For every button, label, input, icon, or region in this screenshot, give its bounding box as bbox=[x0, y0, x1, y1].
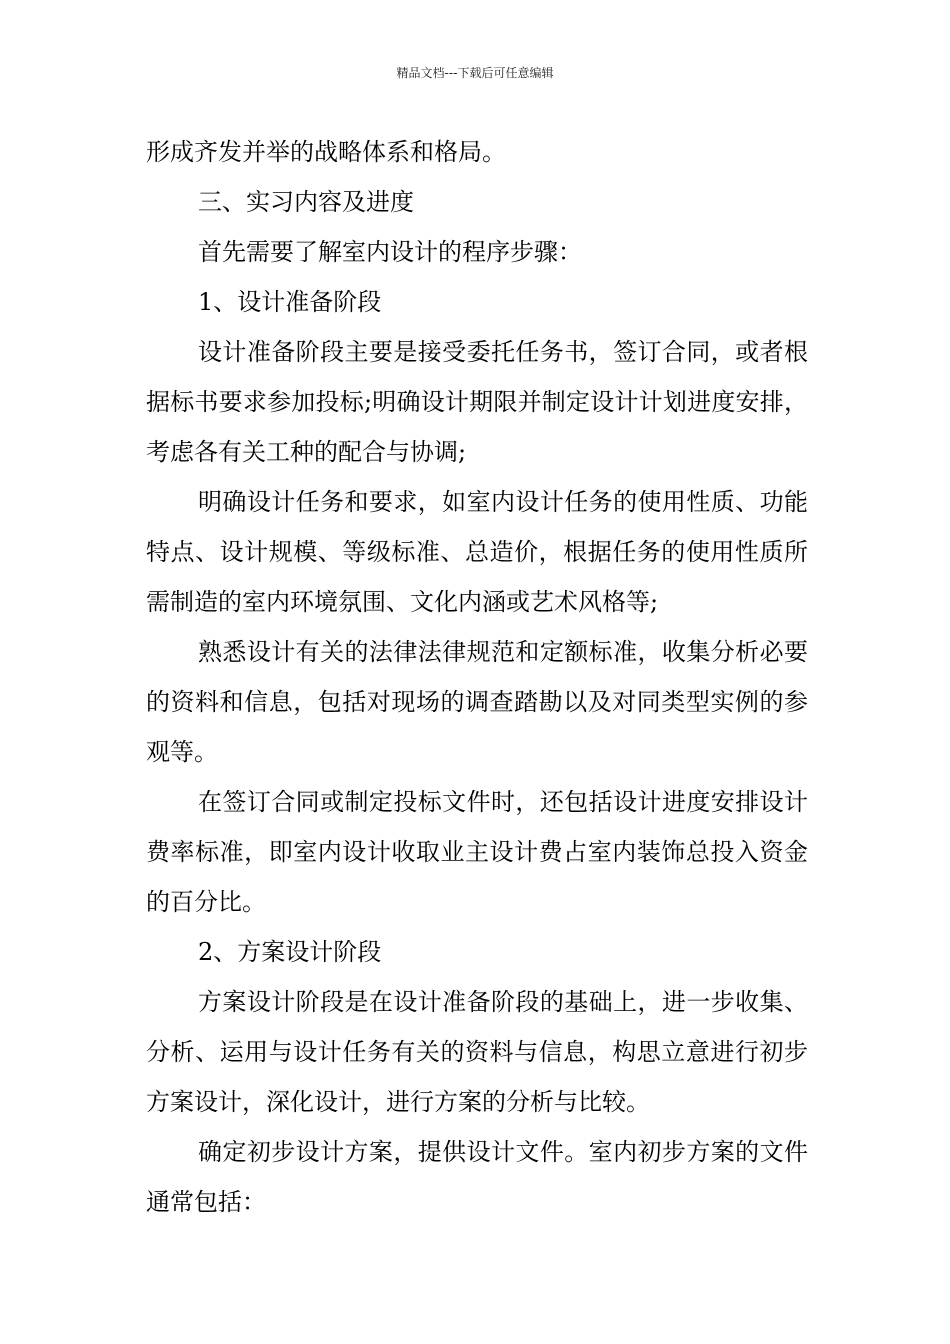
subsection-heading: 2、方案设计阶段 bbox=[198, 938, 382, 966]
paragraph: 方案设计阶段是在设计准备阶段的基础上，进一步收集、分析、运用与设计任务有关的资料与信息，构思立意进行初步方案设计，深化设计，进行方案的分析与比较。 bbox=[146, 988, 808, 1116]
paragraph: 在签订合同或制定投标文件时，还包括设计进度安排设计费率标准，即室内设计收取业主设计费占室内装饰总投入资金的百分比。 bbox=[146, 788, 808, 916]
paragraph: 明确设计任务和要求，如室内设计任务的使用性质、功能特点、设计规模、等级标准、总造价，根据任务的使用性质所需制造的室内环境氛围、文化内涵或艺术风格等; bbox=[146, 488, 808, 616]
section-heading: 三、实习内容及进度 bbox=[198, 188, 414, 216]
document-body bbox=[146, 127, 808, 1227]
paragraph: 设计准备阶段主要是接受委托任务书，签订合同，或者根据标书要求参加投标;明确设计期限并制定设计计划进度安排，考虑各有关工种的配合与协调; bbox=[146, 338, 808, 466]
paragraph: 形成齐发并举的战略体系和格局。 bbox=[146, 138, 506, 166]
paragraph: 确定初步设计方案，提供设计文件。室内初步方案的文件通常包括： bbox=[146, 1138, 808, 1216]
subsection-heading: 1、设计准备阶段 bbox=[198, 288, 382, 316]
page-header: 精品文档---下载后可任意编辑 bbox=[396, 66, 554, 80]
paragraph: 首先需要了解室内设计的程序步骤： bbox=[198, 238, 582, 266]
paragraph: 熟悉设计有关的法律法律规范和定额标准，收集分析必要的资料和信息，包括对现场的调查踏勘以及对同类型实例的参观等。 bbox=[146, 638, 808, 766]
